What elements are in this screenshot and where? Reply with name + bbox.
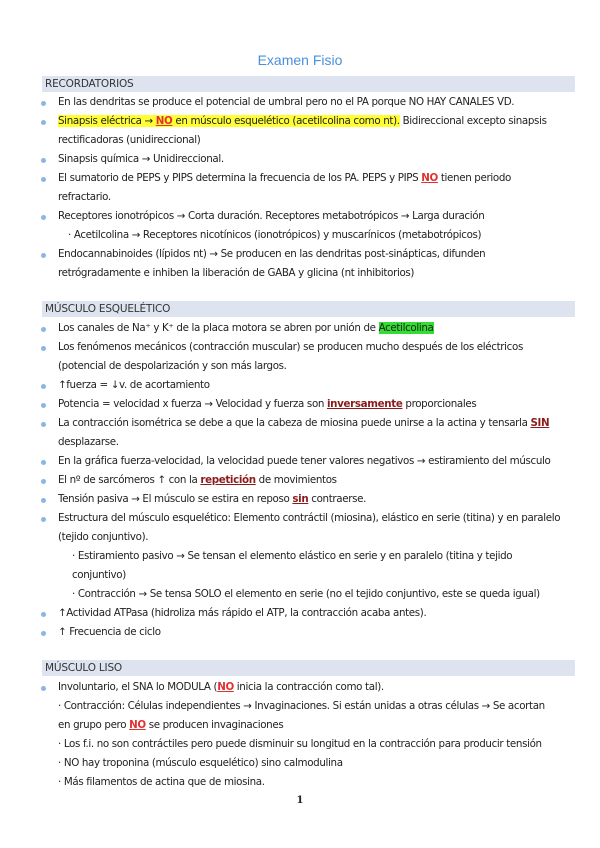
list-item: Sinapsis eléctrica → NO en músculo esquelético (acetilcolina como nt). Bidireccional excepto sinapsis xyxy=(58,112,572,131)
list-item: ↑Actividad ATPasa (hidroliza más rápido el ATP, la contracción acaba antes). xyxy=(58,604,572,623)
list-item-continuation: (tejido conjuntivo). xyxy=(58,531,149,543)
list-item: Estructura del músculo esquelético: Elemento contráctil (miosina), elástico en serie (titina) y en paralelo xyxy=(58,509,572,528)
list-item-continuation: (potencial de despolarización y son más largos. xyxy=(58,360,287,372)
bullet-icon xyxy=(41,120,46,125)
page-number: 1 xyxy=(296,795,304,806)
sub-item: · Contracción → Se tensa SOLO el elemento en serie (no el tejido conjuntivo, este se queda igual) xyxy=(72,588,540,600)
list-item: Los canales de Na⁺ y K⁺ de la placa motora se abren por unión de Acetilcolina xyxy=(58,319,572,338)
bullet-icon xyxy=(41,612,46,617)
bullet-icon xyxy=(41,460,46,465)
highlighted-text: Acetilcolina xyxy=(378,322,434,334)
list-item: En las dendritas se produce el potencial de umbral pero no el PA porque NO HAY CANALES VD. xyxy=(58,93,572,112)
list-item: Endocannabinoides (lípidos nt) → Se producen en las dendritas post-sinápticas, difunden xyxy=(58,245,572,264)
list-item: Involuntario, el SNA lo MODULA (NO inicia la contracción como tal). xyxy=(58,678,572,697)
emphasis-text: sin xyxy=(292,493,309,505)
sub-item: · Contracción: Células independientes → Invaginaciones. Si están unidas a otras células → Se acortan xyxy=(58,700,545,712)
list-item: Los fenómenos mecánicos (contracción muscular) se producen mucho después de los eléctricos xyxy=(58,338,572,357)
sub-item: · Estiramiento pasivo → Se tensan el elemento elástico en serie y en paralelo (titina y tejido xyxy=(72,550,513,562)
list-item: El sumatorio de PEPS y PIPS determina la frecuencia de los PA. PEPS y PIPS NO tienen periodo xyxy=(58,169,572,188)
bullet-icon xyxy=(41,215,46,220)
list-item-continuation: refractario. xyxy=(58,191,111,203)
emphasis-text: SIN xyxy=(530,417,550,429)
list-item: Tensión pasiva → El músculo se estira en reposo sin contraerse. xyxy=(58,490,572,509)
list-item-continuation: desplazarse. xyxy=(58,436,119,448)
list-item: Sinapsis química → Unidireccional. xyxy=(58,150,572,169)
bullet-icon xyxy=(41,177,46,182)
bullet-icon xyxy=(41,422,46,427)
emphasis-text: inversamente xyxy=(327,398,403,410)
list-item: Receptores ionotrópicos → Corta duración. Receptores metabotrópicos → Larga duración xyxy=(58,207,572,226)
emphasis-no: NO xyxy=(217,681,234,693)
bullet-icon xyxy=(41,479,46,484)
section-header-recordatorios: RECORDATORIOS xyxy=(42,76,575,92)
section-header-musculo-esqueletico: MÚSCULO ESQUELÉTICO xyxy=(42,301,575,317)
sub-item: · Acetilcolina → Receptores nicotínicos (ionotrópicos) y muscarínicos (metabotrópicos) xyxy=(68,229,482,241)
sub-item: · Más filamentos de actina que de miosina. xyxy=(58,776,265,788)
list-item: La contracción isométrica se debe a que la cabeza de miosina puede unirse a la actina y tensarla SIN xyxy=(58,414,572,433)
sub-item: · NO hay troponina (músculo esquelético) sino calmodulina xyxy=(58,757,343,769)
bullet-icon xyxy=(41,384,46,389)
sub-item: · Los f.i. no son contráctiles pero puede disminuir su longitud en la contracción para producir tensión xyxy=(58,738,542,750)
list-item: En la gráfica fuerza-velocidad, la velocidad puede tener valores negativos → estiramiento del músculo xyxy=(58,452,572,471)
emphasis-no: NO xyxy=(421,172,438,184)
emphasis-no: NO xyxy=(129,719,146,731)
bullet-icon xyxy=(41,101,46,106)
bullet-icon xyxy=(41,403,46,408)
bullet-icon xyxy=(41,327,46,332)
list-item: El nº de sarcómeros ↑ con la repetición de movimientos xyxy=(58,471,572,490)
emphasis-text: repetición xyxy=(200,474,256,486)
list-item: ↑ Frecuencia de ciclo xyxy=(58,623,572,642)
bullet-icon xyxy=(41,631,46,636)
highlighted-text: Sinapsis eléctrica → NO en músculo esquelético (acetilcolina como nt). xyxy=(58,115,400,127)
list-item-continuation: rectificadoras (unidireccional) xyxy=(58,134,201,146)
bullet-icon xyxy=(41,253,46,258)
bullet-icon xyxy=(41,517,46,522)
list-item: Potencia = velocidad x fuerza → Velocidad y fuerza son inversamente proporcionales xyxy=(58,395,572,414)
sub-item-continuation: conjuntivo) xyxy=(72,569,126,581)
page-title: Examen Fisio xyxy=(257,52,343,68)
bullet-icon xyxy=(41,346,46,351)
sub-item-continuation: en grupo pero NO se producen invaginaciones xyxy=(58,719,284,731)
section-header-musculo-liso: MÚSCULO LISO xyxy=(42,660,575,676)
list-item-continuation: retrógradamente e inhiben la liberación de GABA y glicina (nt inhibitorios) xyxy=(58,267,415,279)
list-item: ↑fuerza = ↓v. de acortamiento xyxy=(58,376,572,395)
bullet-icon xyxy=(41,158,46,163)
bullet-icon xyxy=(41,498,46,503)
bullet-icon xyxy=(41,686,46,691)
